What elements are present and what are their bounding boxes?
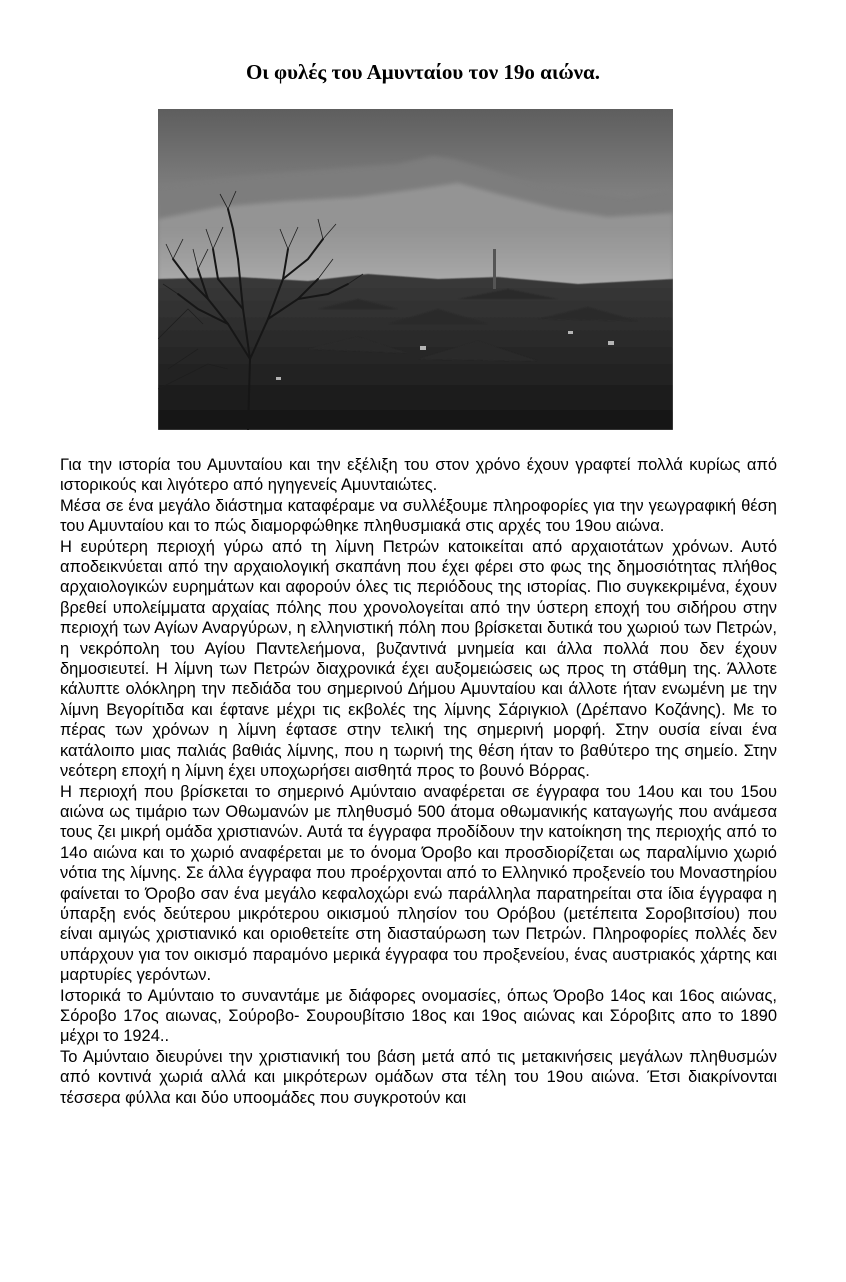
paragraph: Μέσα σε ένα μεγάλο διάστημα καταφέραμε να συλλέξουμε πληροφορίες για την γεωγραφική θέση του Αμυνταίου και το πώς διαμορφώθηκε πληθυσμιακά στις αρχές του 19ου αιώνα. <box>60 496 777 536</box>
landscape-photo <box>158 109 673 430</box>
paragraph: Για την ιστορία του Αμυνταίου και την εξέλιξη του στον χρόνο έχουν γραφτεί πολλά κυρίως από ιστορικούς και λιγότερο από ηγηγενείς Αμυνταιώτες. <box>60 456 777 495</box>
paragraph: Το Αμύνταιο διευρύνει την χριστιανική του βάση μετά από τις μετακινήσεις μεγάλων πληθυσμών από κοντινά χωριά αλλά και μικρότερων ομάδων στα τέλη του 19ου αιώνα. Έτσι διακρίνονται τέσσερα φύλλα και δύο υποομάδες που συγκροτούν και <box>60 1047 777 1107</box>
page-title: Οι φυλές του Αμυνταίου τον 19ο αιώνα. <box>245 60 601 84</box>
paragraph: Ιστορικά το Αμύνταιο το συναντάμε με διάφορες ονομασίες, όπως Όροβο 14ος και 16ος αιώνας, Σόροβο 17ος αιωνας, Σούροβο- Σουρουβίτσιο 18ος και 19ος αιώνας και Σόροβιτς απο το 1890 μέχρι το 1924.. <box>60 986 777 1046</box>
paragraph: Η περιοχή που βρίσκεται το σημερινό Αμύνταιο αναφέρεται σε έγγραφα του 14ου και του 15ου αιώνα ως τιμάριο των Οθωμανών με πληθυσμό 500 άτομα οθωμανικής καταγωγής που ανάμεσα τους ζει μικρή ομάδα χριστιανών. Αυτά τα έγγραφα προδίδουν την κατοίκηση της περιοχής από το 14ο αιώνα και το χωριό αναφέρεται με το όνομα Όροβο και προσδιορίζεται ως παραλίμνιο χωριό νότια της λίμνης. Σε άλλα έγγραφα που προέρχονται από το Ελληνικό προξενείο του Μοναστηρίου φαίνεται το Όροβο σαν ένα μεγάλο κεφαλοχώρι ενώ παράλληλα παρατηρείται στα ίδια έγγραφα η ύπαρξη ενός δεύτερου μικρότερου οικισμού πλησίον του Ορόβου (μετέπειτα Σοροβιτσίου) που είναι αμιγώς χριστιανικό και οριοθετείτε στη διασταύρωση των Πετρών. Πληροφορίες πολλές δεν υπάρχουν για τον οικισμό παραμόνο μερικά έγγραφα του προξενείου, ένας αυστριακός χάρτης και μαρτυρίες γερόντων. <box>60 782 777 985</box>
article-body <box>60 455 777 1108</box>
paragraph: Η ευρύτερη περιοχή γύρω από τη λίμνη Πετρών κατοικείται από αρχαιοτάτων χρόνων. Αυτό αποδεικνύεται από την αρχαιολογική σκαπάνη που έχει φέρει στο φως της δημοσιότητας πλήθος αρχαιολογικών ευρημάτων και αφορούν όλες τις περιόδους της ιστορίας. Πιο συγκεκριμένα, έχουν βρεθεί υπολείμματα αρχαίας πόλης που χρονολογείται από την ύστερη εποχή του σιδήρου στην περιοχή των Αγίων Αναργύρων, η ελληνιστική πόλη που βρίσκεται δυτικά του χωριού των Πετρών, η νεκρόπολη του Αγίου Παντελεήμονα, βυζαντινά μνημεία και άλλα πολλά που δεν έχουν δημοσιευτεί. Η λίμνη των Πετρών διαχρονικά έχει αυξομειώσεις ως προς τη στάθμη της. Άλλοτε κάλυπτε ολόκληρη την πεδιάδα του σημερινού Δήμου Αμυνταίου και άλλοτε ήταν ενωμένη με την λίμνη Βεγορίτιδα και έφτανε μέχρι τις εκβολές της λίμνης Σάριγκιολ (Δρέπανο Κοζάνης). Με το πέρας των χρόνων η λίμνη έφτασε στην τελική της σημερινή μορφή. Στην ουσία είναι ένα κατάλοιπο μιας παλιάς βαθιάς λίμνης, που η τωρινή της θέση ήταν το βαθύτερο της σημείο. Στην νεότερη εποχή η λίμνη έχει υποχωρήσει αισθητά προς το βουνό Βόρρας. <box>60 537 777 781</box>
